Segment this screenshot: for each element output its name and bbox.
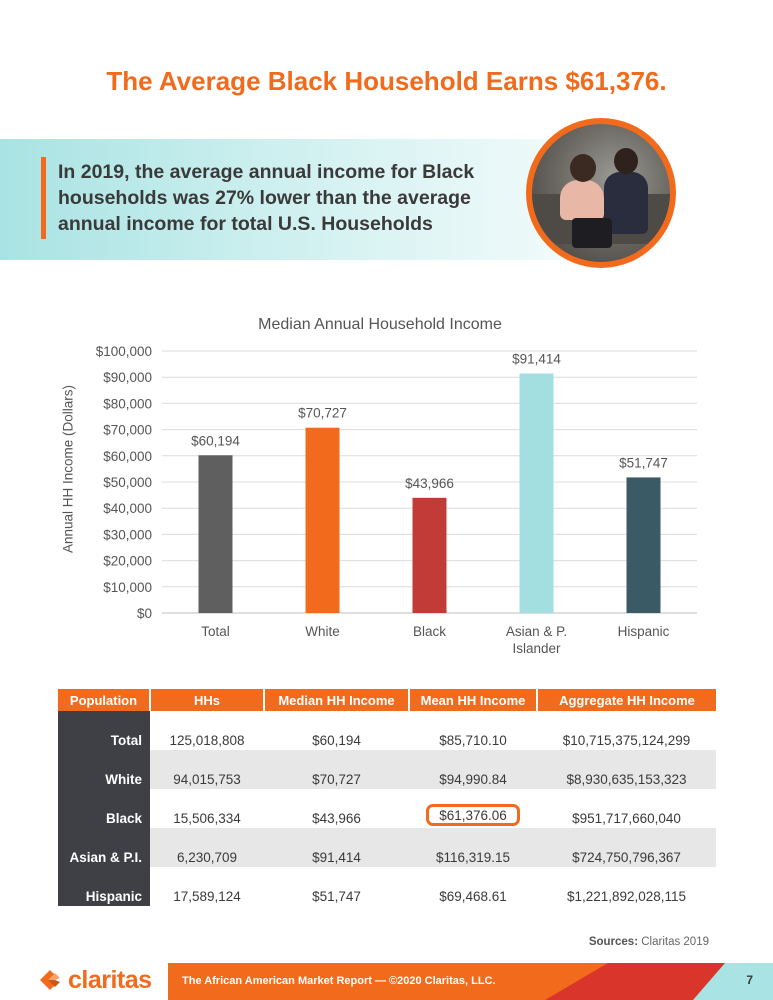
cell-mean: $94,990.84 (409, 750, 537, 789)
row-label: Hispanic (58, 867, 150, 906)
cell-median: $60,194 (312, 733, 361, 748)
y-tick-label: $20,000 (103, 553, 152, 569)
claritas-logo-mark-icon (38, 967, 62, 993)
bar-chart (0, 335, 773, 665)
footer-text: The African American Market Report — ©2020 Claritas, LLC. (182, 975, 496, 987)
cell-hhs: 94,015,753 (150, 750, 264, 789)
y-tick-label: $0 (136, 606, 152, 621)
bar (306, 428, 340, 613)
banner-text: In 2019, the average annual income for Black households was 27% lower than the average annual income for total U.S. Households (58, 161, 475, 235)
sources-note (589, 936, 709, 948)
cell-hhs: 125,018,808 (169, 733, 245, 748)
data-label: $60,194 (191, 433, 240, 449)
y-tick-label: $40,000 (103, 501, 152, 517)
x-tick-label: Asian & P. (505, 624, 568, 639)
y-tick-label: $10,000 (103, 579, 152, 595)
row-label: Asian & P.I. (58, 828, 150, 867)
photo-frame (526, 118, 676, 268)
y-tick-label: $80,000 (103, 396, 152, 412)
table-row (58, 711, 716, 750)
y-tick-label: $60,000 (103, 448, 152, 464)
table-row (58, 828, 716, 867)
y-tick-label: $50,000 (103, 475, 152, 490)
row-label: White (58, 750, 150, 789)
cell-aggregate: $724,750,796,367 (537, 828, 716, 867)
col-header-hhs: HHs (150, 689, 264, 711)
claritas-logo (38, 962, 152, 998)
data-label: $70,727 (298, 405, 347, 421)
cell-mean: $69,468.61 (439, 889, 507, 904)
table-header-row (58, 689, 716, 711)
banner-accent-bar (41, 157, 46, 239)
y-tick-label: $70,000 (103, 422, 152, 438)
y-tick-label: $90,000 (103, 370, 152, 386)
y-axis-label: Annual HH Income (Dollars) (60, 384, 76, 554)
cell-median: $51,747 (312, 889, 361, 904)
bar (520, 373, 554, 613)
page-title: The Average Black Household Earns $61,376. (106, 66, 667, 96)
two-women-with-laptop-photo (532, 124, 670, 262)
x-tick-label: Islander (512, 641, 561, 656)
logo-text: claritas (68, 965, 152, 994)
cell-aggregate: $1,221,892,028,115 (566, 889, 687, 904)
footer-bar (168, 963, 773, 1000)
row-label: Black (58, 789, 150, 828)
x-tick-label: Total (201, 624, 230, 639)
sources-label: Sources: (588, 936, 639, 948)
table-row (58, 867, 716, 906)
data-label: $91,414 (512, 351, 561, 367)
table-row (58, 789, 716, 828)
cell-median: $91,414 (264, 828, 409, 867)
table-row (58, 750, 716, 789)
data-label: $51,747 (619, 455, 668, 471)
cell-aggregate: $951,717,660,040 (572, 811, 681, 826)
x-tick-label: White (305, 624, 340, 639)
cell-mean (409, 789, 537, 828)
x-tick-label: Black (412, 624, 447, 639)
y-tick-label: $100,000 (95, 344, 152, 359)
bar (413, 498, 447, 613)
col-header-mean-income: Mean HH Income (409, 689, 537, 711)
cell-hhs: 6,230,709 (150, 828, 264, 867)
data-label: $43,966 (405, 475, 454, 491)
sources-value: Claritas 2019 (641, 936, 709, 948)
bar (627, 477, 661, 613)
cell-mean: $85,710.10 (439, 733, 507, 748)
col-header-median-income: Median HH Income (264, 689, 409, 711)
income-table (58, 689, 716, 906)
chart-title: Median Annual Household Income (258, 316, 502, 333)
cell-aggregate: $10,715,375,124,299 (562, 733, 691, 748)
page-number: 7 (746, 973, 753, 987)
col-header-population: Population (58, 689, 150, 711)
y-tick-label: $30,000 (103, 527, 152, 543)
x-tick-label: Hispanic (617, 624, 670, 639)
cell-median: $70,727 (264, 750, 409, 789)
row-label: Total (58, 711, 150, 750)
cell-hhs: 17,589,124 (173, 889, 241, 904)
col-header-aggregate-income: Aggregate HH Income (537, 689, 716, 711)
highlighted-mean-income: $61,376.06 (426, 804, 520, 826)
cell-hhs: 15,506,334 (173, 811, 241, 826)
bar (199, 455, 233, 613)
cell-mean: $116,319.15 (409, 828, 537, 867)
cell-median: $43,966 (312, 811, 361, 826)
cell-aggregate: $8,930,635,153,323 (537, 750, 716, 789)
